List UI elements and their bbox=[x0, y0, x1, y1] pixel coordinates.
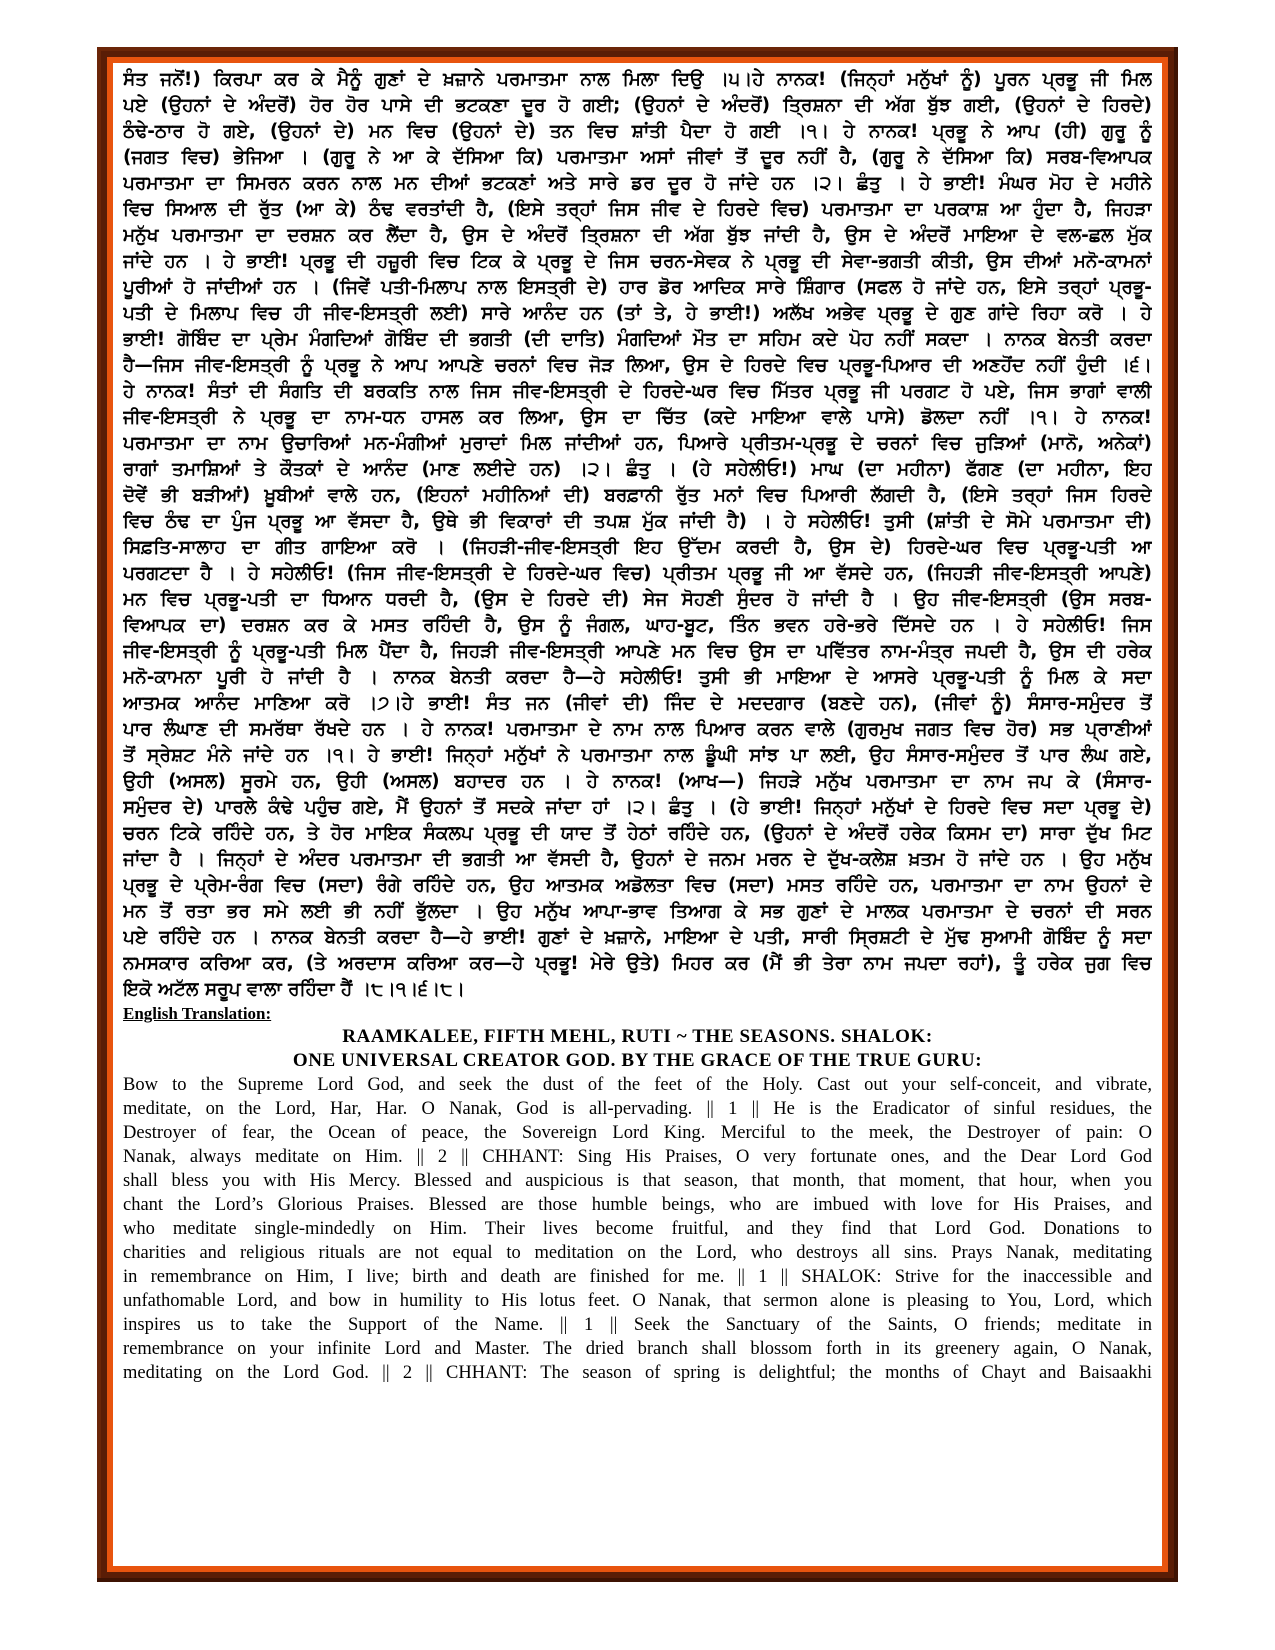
gurmukhi-line: ਜਾਂਦਾ ਹੈ । ਜਿਨ੍ਹਾਂ ਦੇ ਅੰਦਰ ਪਰਮਾਤਮਾ ਦੀ ਭਗਤੀ ਆ ਵੱਸਦੀ ਹੈ, ਉਹਨਾਂ ਦੇ ਜਨਮ ਮਰਨ ਦੇ ਦੁੱਖ-ਕਲੇਸ਼ ਖ਼ਤਮ ਹੋ ਜਾਂਦੇ ਹਨ । ਉਹ ਮਨੁੱਖ bbox=[123, 849, 1152, 870]
gurmukhi-line: ਸੰਤ ਜਨੋਂ!) ਕਿਰਪਾ ਕਰ ਕੇ ਮੈਨੂੰ ਗੁਣਾਂ ਦੇ ਖ਼ਜ਼ਾਨੇ ਪਰਮਾਤਮਾ ਨਾਲ ਮਿਲਾ ਦਿਉ ।੫।ਹੇ ਨਾਨਕ! (ਜਿਨ੍ਹਾਂ ਮਨੁੱਖਾਂ ਨੂੰ) ਪੂਰਨ ਪ੍ਰਭੂ ਜੀ ਮਿਲ bbox=[123, 69, 1152, 90]
gurmukhi-line: ਜਾਂਦੇ ਹਨ । ਹੇ ਭਾਈ! ਪ੍ਰਭੂ ਦੀ ਹਜ਼ੂਰੀ ਵਿਚ ਟਿਕ ਕੇ ਪ੍ਰਭੂ ਦੇ ਜਿਸ ਚਰਨ-ਸੇਵਕ ਨੇ ਪ੍ਰਭੂ ਦੀ ਸੇਵਾ-ਭਗਤੀ ਕੀਤੀ, ਉਸ ਦੀਆਂ ਮਨੋ-ਕਾਮਨਾਂ bbox=[123, 251, 1152, 272]
gurmukhi-line: ਹੈ—ਜਿਸ ਜੀਵ-ਇਸਤ੍ਰੀ ਨੂੰ ਪ੍ਰਭੂ ਨੇ ਆਪ ਆਪਣੇ ਚਰਨਾਂ ਵਿਚ ਜੋੜ ਲਿਆ, ਉਸ ਦੇ ਹਿਰਦੇ ਵਿਚ ਪ੍ਰਭੂ-ਪਿਆਰ ਦੀ ਅਣਹੋਂਦ ਨਹੀਂ ਹੁੰਦੀ ।੬। bbox=[123, 355, 1152, 376]
gurmukhi-line: ਮਨ ਤੋਂ ਰਤਾ ਭਰ ਸਮੇ ਲਈ ਭੀ ਨਹੀਂ ਭੁੱਲਦਾ । ਉਹ ਮਨੁੱਖ ਆਪਾ-ਭਾਵ ਤਿਆਗ ਕੇ ਸਭ ਗੁਣਾਂ ਦੇ ਮਾਲਕ ਪਰਮਾਤਮਾ ਦੇ ਚਰਨਾਂ ਦੀ ਸਰਨ bbox=[123, 901, 1152, 922]
gurmukhi-line: ਪਰਮਾਤਮਾ ਦਾ ਸਿਮਰਨ ਕਰਨ ਨਾਲ ਮਨ ਦੀਆਂ ਭਟਕਣਾਂ ਅਤੇ ਸਾਰੇ ਡਰ ਦੂਰ ਹੋ ਜਾਂਦੇ ਹਨ ।੨। ਛੰਤੁ । ਹੇ ਭਾਈ! ਮੰਘਰ ਮੋਹ ਦੇ ਮਹੀਨੇ bbox=[123, 173, 1152, 194]
gurmukhi-line: ਭਾਈ! ਗੋਬਿੰਦ ਦਾ ਪ੍ਰੇਮ ਮੰਗਦਿਆਂ ਗੋਬਿੰਦ ਦੀ ਭਗਤੀ (ਦੀ ਦਾਤਿ) ਮੰਗਦਿਆਂ ਮੌਤ ਦਾ ਸਹਿਮ ਕਦੇ ਪੋਹ ਨਹੀਂ ਸਕਦਾ । ਨਾਨਕ ਬੇਨਤੀ ਕਰਦਾ bbox=[123, 329, 1152, 350]
gurmukhi-line: ਸਿਫ਼ਤਿ-ਸਾਲਾਹ ਦਾ ਗੀਤ ਗਾਇਆ ਕਰੋ । (ਜਿਹੜੀ-ਜੀਵ-ਇਸਤ੍ਰੀ ਇਹ ਉੱਦਮ ਕਰਦੀ ਹੈ, ਉਸ ਦੇ) ਹਿਰਦੇ-ਘਰ ਵਿਚ ਪ੍ਰਭੂ-ਪਤੀ ਆ bbox=[123, 537, 1152, 558]
translation-line: Destroyer of fear, the Ocean of peace, the Sovereign Lord King. Merciful to the meek, the Destroyer of pain: O bbox=[123, 1123, 1152, 1143]
gurmukhi-line: ਆਤਮਕ ਆਨੰਦ ਮਾਣਿਆ ਕਰੋ ।੭।ਹੇ ਭਾਈ! ਸੰਤ ਜਨ (ਜੀਵਾਂ ਦੀ) ਜਿੰਦ ਦੇ ਮਦਦਗਾਰ (ਬਣਦੇ ਹਨ), (ਜੀਵਾਂ ਨੂੰ) ਸੰਸਾਰ-ਸਮੁੰਦਰ ਤੋਂ bbox=[123, 693, 1152, 714]
gurmukhi-line: ਪੂਰੀਆਂ ਹੋ ਜਾਂਦੀਆਂ ਹਨ । (ਜਿਵੇਂ ਪਤੀ-ਮਿਲਾਪ ਨਾਲ ਇਸਤ੍ਰੀ ਦੇ) ਹਾਰ ਡੋਰ ਆਦਿਕ ਸਾਰੇ ਸ਼ਿੰਗਾਰ (ਸਫਲ ਹੋ ਜਾਂਦੇ ਹਨ, ਇਸੇ ਤਰ੍ਹਾਂ ਪ੍ਰਭੂ- bbox=[123, 277, 1152, 298]
gurmukhi-line: ਪਏ ਰਹਿੰਦੇ ਹਨ । ਨਾਨਕ ਬੇਨਤੀ ਕਰਦਾ ਹੈ—ਹੇ ਭਾਈ! ਗੁਣਾਂ ਦੇ ਖ਼ਜ਼ਾਨੇ, ਮਾਇਆ ਦੇ ਪਤੀ, ਸਾਰੀ ਸ੍ਰਿਸ਼ਟੀ ਦੇ ਮੁੱਢ ਸੁਆਮੀ ਗੋਬਿੰਦ ਨੂੰ ਸਦਾ bbox=[123, 927, 1152, 948]
english-translation-body bbox=[123, 1073, 1152, 1385]
gurmukhi-line: ਪਏ (ਉਹਨਾਂ ਦੇ ਅੰਦਰੋਂ) ਹੋਰ ਹੋਰ ਪਾਸੇ ਦੀ ਭਟਕਣਾ ਦੂਰ ਹੋ ਗਈ; (ਉਹਨਾਂ ਦੇ ਅੰਦਰੋਂ) ਤ੍ਰਿਸ਼ਨਾ ਦੀ ਅੱਗ ਬੁੱਝ ਗਈ, (ਉਹਨਾਂ ਦੇ ਹਿਰਦੇ) bbox=[123, 95, 1152, 116]
gurmukhi-line: ਵਿਆਪਕ ਦਾ) ਦਰਸ਼ਨ ਕਰ ਕੇ ਮਸਤ ਰਹਿੰਦੀ ਹੈ, ਉਸ ਨੂੰ ਜੰਗਲ, ਘਾਹ-ਬੂਟ, ਤਿੰਨ ਭਵਨ ਹਰੇ-ਭਰੇ ਦਿੱਸਦੇ ਹਨ । ਹੇ ਸਹੇਲੀਓ! ਜਿਸ bbox=[123, 615, 1152, 636]
page-border-frame bbox=[97, 47, 1178, 1582]
gurmukhi-line: ਪਾਰ ਲੰਘਾਣ ਦੀ ਸਮਰੱਥਾ ਰੱਖਦੇ ਹਨ । ਹੇ ਨਾਨਕ! ਪਰਮਾਤਮਾ ਦੇ ਨਾਮ ਨਾਲ ਪਿਆਰ ਕਰਨ ਵਾਲੇ (ਗੁਰਮੁਖ ਜਗਤ ਵਿਚ ਹੋਰ) ਸਭ ਪ੍ਰਾਣੀਆਂ bbox=[123, 719, 1152, 740]
translation-line: inspires us to take the Support of the Name. || 1 || Seek the Sanctuary of the Saints, O friends; meditate in bbox=[123, 1315, 1152, 1335]
translation-line: who meditate single-mindedly on Him. Their lives become fruitful, and they find that Lord God. Donations to bbox=[123, 1219, 1152, 1239]
gurmukhi-line: ਹੇ ਨਾਨਕ! ਸੰਤਾਂ ਦੀ ਸੰਗਤਿ ਦੀ ਬਰਕਤਿ ਨਾਲ ਜਿਸ ਜੀਵ-ਇਸਤ੍ਰੀ ਦੇ ਹਿਰਦੇ-ਘਰ ਵਿਚ ਮਿੱਤਰ ਪ੍ਰਭੂ ਜੀ ਪਰਗਟ ਹੋ ਪਏ, ਜਿਸ ਭਾਗਾਂ ਵਾਲੀ bbox=[123, 381, 1152, 402]
translation-heading-2: ONE UNIVERSAL CREATOR GOD. BY THE GRACE OF THE TRUE GURU: bbox=[292, 1050, 983, 1071]
gurmukhi-line: ਇਕੋ ਅਟੱਲ ਸਰੂਪ ਵਾਲਾ ਰਹਿੰਦਾ ਹੈਂ ।੮।੧।੬।੮। bbox=[123, 979, 465, 1000]
gurmukhi-line: ਮਨੋ-ਕਾਮਨਾ ਪੂਰੀ ਹੋ ਜਾਂਦੀ ਹੈ । ਨਾਨਕ ਬੇਨਤੀ ਕਰਦਾ ਹੈ—ਹੇ ਸਹੇਲੀਓ! ਤੁਸੀ ਭੀ ਮਾਇਆ ਦੇ ਆਸਰੇ ਪ੍ਰਭੂ-ਪਤੀ ਨੂੰ ਮਿਲ ਕੇ ਸਦਾ bbox=[123, 667, 1152, 688]
page-content bbox=[123, 67, 1152, 1385]
translation-line: charities and religious rituals are not equal to meditation on the Lord, who destroys all sins. Prays Nanak, meditating bbox=[123, 1243, 1152, 1263]
translation-line: Nanak, always meditate on Him. || 2 || CHHANT: Sing His Praises, O very fortunate ones, and the Dear Lord God bbox=[123, 1147, 1152, 1167]
gurmukhi-line: ਜੀਵ-ਇਸਤ੍ਰੀ ਨੂੰ ਪ੍ਰਭੂ-ਪਤੀ ਮਿਲ ਪੈਂਦਾ ਹੈ, ਜਿਹੜੀ ਜੀਵ-ਇਸਤ੍ਰੀ ਆਪਣੇ ਮਨ ਵਿਚ ਉਸ ਦਾ ਪਵਿੱਤਰ ਨਾਮ-ਮੰਤ੍ਰ ਜਪਦੀ ਹੈ, ਉਸ ਦੀ ਹਰੇਕ bbox=[123, 641, 1152, 662]
page-border-inner bbox=[107, 57, 1168, 1572]
gurmukhi-line: ਤੋਂ ਸ੍ਰੇਸ਼ਟ ਮੰਨੇ ਜਾਂਦੇ ਹਨ ।੧। ਹੇ ਭਾਈ! ਜਿਨ੍ਹਾਂ ਮਨੁੱਖਾਂ ਨੇ ਪਰਮਾਤਮਾ ਨਾਲ ਡੂੰਘੀ ਸਾਂਝ ਪਾ ਲਈ, ਉਹ ਸੰਸਾਰ-ਸਮੁੰਦਰ ਤੋਂ ਪਾਰ ਲੰਘ ਗਏ, bbox=[123, 745, 1152, 766]
gurmukhi-line: ਵਿਚ ਠੰਢ ਦਾ ਪੁੰਜ ਪ੍ਰਭੂ ਆ ਵੱਸਦਾ ਹੈ, ਉਥੇ ਭੀ ਵਿਕਾਰਾਂ ਦੀ ਤਪਸ਼ ਮੁੱਕ ਜਾਂਦੀ ਹੈ) । ਹੇ ਸਹੇਲੀਓ! ਤੁਸੀ (ਸ਼ਾਂਤੀ ਦੇ ਸੋਮੇ ਪਰਮਾਤਮਾ ਦੀ) bbox=[123, 511, 1152, 532]
gurmukhi-line: ਠੰਢੇ-ਠਾਰ ਹੋ ਗਏ, (ਉਹਨਾਂ ਦੇ) ਮਨ ਵਿਚ (ਉਹਨਾਂ ਦੇ) ਤਨ ਵਿਚ ਸ਼ਾਂਤੀ ਪੈਦਾ ਹੋ ਗਈ ।੧। ਹੇ ਨਾਨਕ! ਪ੍ਰਭੂ ਨੇ ਆਪ (ਹੀ) ਗੁਰੂ ਨੂੰ bbox=[123, 121, 1152, 142]
translation-heading-1: RAAMKALEE, FIFTH MEHL, RUTI ~ THE SEASONS. SHALOK: bbox=[342, 1026, 933, 1047]
translation-line: remembrance on your infinite Lord and Master. The dried branch shall blossom forth in its greenery again, O Nanak, bbox=[123, 1339, 1152, 1359]
gurmukhi-line: ਪਰਮਾਤਮਾ ਦਾ ਨਾਮ ਉਚਾਰਿਆਂ ਮਨ-ਮੰਗੀਆਂ ਮੁਰਾਦਾਂ ਮਿਲ ਜਾਂਦੀਆਂ ਹਨ, ਪਿਆਰੇ ਪ੍ਰੀਤਮ-ਪ੍ਰਭੂ ਦੇ ਚਰਨਾਂ ਵਿਚ ਜੁੜਿਆਂ (ਮਾਨੋ, ਅਨੇਕਾਂ) bbox=[123, 433, 1152, 454]
gurmukhi-line: ਰਾਗਾਂ ਤਮਾਸ਼ਿਆਂ ਤੇ ਕੌਤਕਾਂ ਦੇ ਆਨੰਦ (ਮਾਣ ਲਈਦੇ ਹਨ) ।੨। ਛੰਤੁ । (ਹੇ ਸਹੇਲੀਓ!) ਮਾਘ (ਦਾ ਮਹੀਨਾ) ਫੱਗਣ (ਦਾ ਮਹੀਨਾ, ਇਹ bbox=[123, 459, 1152, 480]
gurmukhi-line: ਪ੍ਰਭੂ ਦੇ ਪ੍ਰੇਮ-ਰੰਗ ਵਿਚ (ਸਦਾ) ਰੰਗੇ ਰਹਿੰਦੇ ਹਨ, ਉਹ ਆਤਮਕ ਅਡੋਲਤਾ ਵਿਚ (ਸਦਾ) ਮਸਤ ਰਹਿੰਦੇ ਹਨ, ਪਰਮਾਤਮਾ ਦਾ ਨਾਮ ਉਹਨਾਂ ਦੇ bbox=[123, 875, 1152, 896]
gurmukhi-line: (ਜਗਤ ਵਿਚ) ਭੇਜਿਆ । (ਗੁਰੂ ਨੇ ਆ ਕੇ ਦੱਸਿਆ ਕਿ) ਪਰਮਾਤਮਾ ਅਸਾਂ ਜੀਵਾਂ ਤੋਂ ਦੂਰ ਨਹੀਂ ਹੈ, (ਗੁਰੂ ਨੇ ਦੱਸਿਆ ਕਿ) ਸਰਬ-ਵਿਆਪਕ bbox=[123, 147, 1152, 168]
gurmukhi-line: ਮਨੁੱਖ ਪਰਮਾਤਮਾ ਦਾ ਦਰਸ਼ਨ ਕਰ ਲੈਂਦਾ ਹੈ, ਉਸ ਦੇ ਅੰਦਰੋਂ ਤ੍ਰਿਸ਼ਨਾ ਦੀ ਅੱਗ ਬੁੱਝ ਜਾਂਦੀ ਹੈ, ਉਸ ਦੇ ਅੰਦਰੋਂ ਮਾਇਆ ਦੇ ਵਲ-ਛਲ ਮੁੱਕ bbox=[123, 225, 1152, 246]
gurmukhi-line: ਦੋਵੇਂ ਭੀ ਬੜੀਆਂ) ਖ਼ੂਬੀਆਂ ਵਾਲੇ ਹਨ, (ਇਹਨਾਂ ਮਹੀਨਿਆਂ ਦੀ) ਬਰਫ਼ਾਨੀ ਰੁੱਤ ਮਨਾਂ ਵਿਚ ਪਿਆਰੀ ਲੱਗਦੀ ਹੈ, (ਇਸੇ ਤਰ੍ਹਾਂ ਜਿਸ ਹਿਰਦੇ bbox=[123, 485, 1152, 506]
gurmukhi-line: ਵਿਚ ਸਿਆਲ ਦੀ ਰੁੱਤ (ਆ ਕੇ) ਠੰਢ ਵਰਤਾਂਦੀ ਹੈ, (ਇਸੇ ਤਰ੍ਹਾਂ ਜਿਸ ਜੀਵ ਦੇ ਹਿਰਦੇ ਵਿਚ) ਪਰਮਾਤਮਾ ਦਾ ਪਰਕਾਸ਼ ਆ ਹੁੰਦਾ ਹੈ, ਜਿਹੜਾ bbox=[123, 199, 1152, 220]
translation-line: in remembrance on Him, I live; birth and death are finished for me. || 1 || SHALOK: Strive for the inaccessible and bbox=[123, 1267, 1152, 1287]
gurmukhi-line: ਪਤੀ ਦੇ ਮਿਲਾਪ ਵਿਚ ਹੀ ਜੀਵ-ਇਸਤ੍ਰੀ ਲਈ) ਸਾਰੇ ਆਨੰਦ ਹਨ (ਤਾਂ ਤੇ, ਹੇ ਭਾਈ!) ਅਲੱਖ ਅਭੇਵ ਪ੍ਰਭੂ ਦੇ ਗੁਣ ਗਾਂਦੇ ਰਿਹਾ ਕਰੋ । ਹੇ bbox=[123, 303, 1152, 324]
gurmukhi-line: ਪਰਗਟਦਾ ਹੈ । ਹੇ ਸਹੇਲੀਓ! (ਜਿਸ ਜੀਵ-ਇਸਤ੍ਰੀ ਦੇ ਹਿਰਦੇ-ਘਰ ਵਿਚ) ਪ੍ਰੀਤਮ ਪ੍ਰਭੂ ਜੀ ਆ ਵੱਸਦੇ ਹਨ, (ਜਿਹੜੀ ਜੀਵ-ਇਸਤ੍ਰੀ ਆਪਣੇ) bbox=[123, 563, 1152, 584]
english-translation-label: English Translation: bbox=[123, 1004, 272, 1023]
gurmukhi-line: ਉਹੀ (ਅਸਲ) ਸੂਰਮੇ ਹਨ, ਉਹੀ (ਅਸਲ) ਬਹਾਦਰ ਹਨ । ਹੇ ਨਾਨਕ! (ਆਖ—) ਜਿਹੜੇ ਮਨੁੱਖ ਪਰਮਾਤਮਾ ਦਾ ਨਾਮ ਜਪ ਕੇ (ਸੰਸਾਰ- bbox=[123, 771, 1152, 792]
gurmukhi-commentary bbox=[123, 67, 1152, 1003]
translation-line: unfathomable Lord, and bow in humility to His lotus feet. O Nanak, that sermon alone is pleasing to You, Lord, which bbox=[123, 1291, 1152, 1311]
translation-line: meditating on the Lord God. || 2 || CHHANT: The season of spring is delightful; the months of Chayt and Baisaakhi bbox=[123, 1363, 1152, 1383]
gurmukhi-line: ਚਰਨ ਟਿਕੇ ਰਹਿੰਦੇ ਹਨ, ਤੇ ਹੋਰ ਮਾਇਕ ਸੰਕਲਪ ਪ੍ਰਭੂ ਦੀ ਯਾਦ ਤੋਂ ਹੇਠਾਂ ਰਹਿੰਦੇ ਹਨ, (ਉਹਨਾਂ ਦੇ ਅੰਦਰੋਂ ਹਰੇਕ ਕਿਸਮ ਦਾ) ਸਾਰਾ ਦੁੱਖ ਮਿਟ bbox=[123, 823, 1152, 844]
translation-line: chant the Lord’s Glorious Praises. Blessed are those humble beings, who are imbued with love for His Praises, and bbox=[123, 1195, 1152, 1215]
gurmukhi-line: ਜੀਵ-ਇਸਤ੍ਰੀ ਨੇ ਪ੍ਰਭੂ ਦਾ ਨਾਮ-ਧਨ ਹਾਸਲ ਕਰ ਲਿਆ, ਉਸ ਦਾ ਚਿੱਤ (ਕਦੇ ਮਾਇਆ ਵਾਲੇ ਪਾਸੇ) ਡੋਲਦਾ ਨਹੀਂ ।੧। ਹੇ ਨਾਨਕ! bbox=[123, 407, 1152, 428]
gurmukhi-line: ਮਨ ਵਿਚ ਪ੍ਰਭੂ-ਪਤੀ ਦਾ ਧਿਆਨ ਧਰਦੀ ਹੈ, (ਉਸ ਦੇ ਹਿਰਦੇ ਦੀ) ਸੇਜ ਸੋਹਣੀ ਸੁੰਦਰ ਹੋ ਜਾਂਦੀ ਹੈ । ਉਹ ਜੀਵ-ਇਸਤ੍ਰੀ (ਉਸ ਸਰਬ- bbox=[123, 589, 1152, 610]
gurmukhi-line: ਨਮਸਕਾਰ ਕਰਿਆ ਕਰ, (ਤੇ ਅਰਦਾਸ ਕਰਿਆ ਕਰ—ਹੇ ਪ੍ਰਭੂ! ਮੇਰੇ ਉਤੇ) ਮਿਹਰ ਕਰ (ਮੈਂ ਭੀ ਤੇਰਾ ਨਾਮ ਜਪਦਾ ਰਹਾਂ), ਤੂੰ ਹਰੇਕ ਜੁਗ ਵਿਚ bbox=[123, 953, 1152, 974]
translation-line: Bow to the Supreme Lord God, and seek the dust of the feet of the Holy. Cast out your self-conceit, and vibrate, bbox=[123, 1075, 1152, 1095]
page-paper bbox=[113, 63, 1162, 1566]
translation-line: shall bless you with His Mercy. Blessed and auspicious is that season, that month, that moment, that hour, when you bbox=[123, 1171, 1152, 1191]
gurmukhi-line: ਸਮੁੰਦਰ ਦੇ) ਪਾਰਲੇ ਕੰਢੇ ਪਹੁੰਚ ਗਏ, ਮੈਂ ਉਹਨਾਂ ਤੋਂ ਸਦਕੇ ਜਾਂਦਾ ਹਾਂ ।੨। ਛੰਤੁ । (ਹੇ ਭਾਈ! ਜਿਨ੍ਹਾਂ ਮਨੁੱਖਾਂ ਦੇ ਹਿਰਦੇ ਵਿਚ ਸਦਾ ਪ੍ਰਭੂ ਦੇ) bbox=[123, 797, 1152, 818]
translation-line: meditate, on the Lord, Har, Har. O Nanak, God is all-pervading. || 1 || He is the Eradicator of sinful residues, the bbox=[123, 1099, 1152, 1119]
